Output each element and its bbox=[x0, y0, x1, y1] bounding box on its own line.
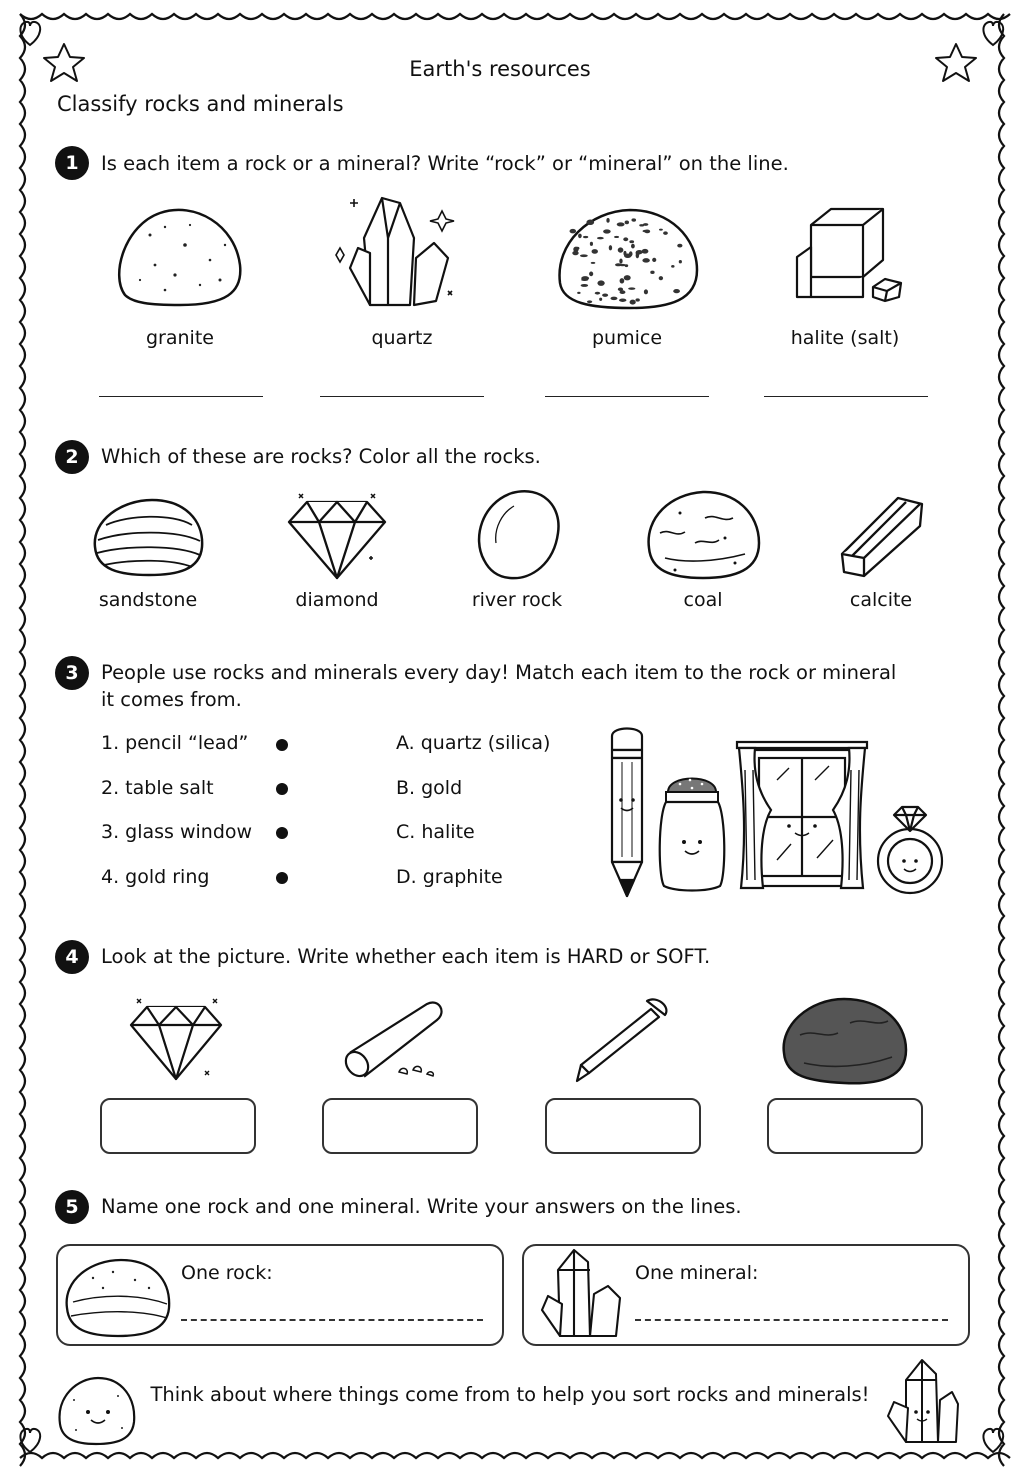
item-label-diamond: diamond bbox=[295, 589, 379, 611]
river-rock-icon[interactable] bbox=[472, 488, 564, 583]
question-1-prompt: Is each item a rock or a mineral? Write “rock” or “mineral” on the line. bbox=[101, 152, 789, 175]
pumice-pore bbox=[619, 298, 626, 301]
rock-answer-label: One rock: bbox=[181, 1262, 273, 1284]
question-number-2: 2 bbox=[55, 440, 89, 474]
question-3-prompt-line2: it comes from. bbox=[101, 688, 242, 711]
pumice-pore bbox=[570, 229, 577, 234]
pumice-pore bbox=[642, 249, 649, 254]
pumice-pore bbox=[677, 244, 682, 248]
match-right-gold[interactable]: B. gold bbox=[396, 777, 463, 799]
answer-box-nail[interactable] bbox=[545, 1098, 701, 1154]
pumice-pore bbox=[631, 218, 636, 221]
pumice-pore bbox=[625, 221, 629, 225]
ring-icon bbox=[874, 803, 946, 895]
match-left-pencil: 1. pencil “lead” bbox=[101, 732, 249, 754]
quartz-crystal-icon bbox=[330, 193, 460, 313]
item-label-river-rock: river rock bbox=[471, 589, 563, 611]
pumice-pore bbox=[628, 287, 635, 290]
match-right-halite[interactable]: C. halite bbox=[396, 821, 475, 843]
pumice-pore bbox=[597, 280, 604, 285]
pumice-pore bbox=[618, 247, 624, 252]
calcite-icon[interactable] bbox=[838, 492, 928, 580]
answer-line-granite[interactable] bbox=[99, 396, 263, 397]
item-label-halite: halite (salt) bbox=[790, 327, 900, 349]
pumice-pore bbox=[599, 298, 602, 301]
question-3-prompt-line1: People use rocks and minerals every day! Match each item to the rock or mineral bbox=[101, 661, 897, 684]
pumice-pore bbox=[581, 284, 588, 287]
pumice-pore bbox=[639, 224, 644, 226]
pumice-pore bbox=[643, 230, 649, 233]
salt-shaker-icon bbox=[656, 766, 728, 894]
pumice-pore bbox=[635, 298, 639, 301]
pumice-pore bbox=[587, 300, 592, 303]
pumice-pore bbox=[620, 278, 625, 283]
pumice-pore bbox=[624, 275, 631, 280]
match-right-quartz[interactable]: A. quartz (silica) bbox=[396, 732, 551, 754]
pumice-pore bbox=[617, 222, 625, 226]
pumice-pore bbox=[577, 292, 580, 294]
heart-icon bbox=[20, 22, 40, 45]
question-number-3: 3 bbox=[55, 656, 89, 690]
question-number-5: 5 bbox=[55, 1190, 89, 1224]
answer-line-pumice[interactable] bbox=[545, 396, 709, 397]
pumice-pore bbox=[623, 237, 628, 241]
answer-box-diamond[interactable] bbox=[100, 1098, 256, 1154]
pumice-pore bbox=[619, 264, 627, 266]
pumice-pore bbox=[578, 234, 582, 239]
pumice-pore bbox=[592, 249, 598, 254]
pumice-pore bbox=[659, 276, 663, 280]
question-4-prompt: Look at the picture. Write whether each item is HARD or SOFT. bbox=[101, 945, 711, 968]
granite-rock-icon bbox=[115, 205, 245, 310]
item-label-pumice: pumice bbox=[591, 327, 663, 349]
pumice-rock-icon bbox=[555, 208, 700, 310]
smiling-rock-icon bbox=[56, 1376, 138, 1446]
coal-icon[interactable] bbox=[645, 488, 763, 580]
match-dot[interactable] bbox=[276, 783, 288, 795]
rock-answer-line[interactable] bbox=[181, 1319, 483, 1321]
answer-line-halite[interactable] bbox=[764, 396, 928, 397]
pumice-pore bbox=[595, 292, 600, 295]
question-5-prompt: Name one rock and one mineral. Write your answers on the lines. bbox=[101, 1195, 742, 1218]
pumice-pore bbox=[631, 244, 635, 249]
halite-cube-icon bbox=[793, 205, 908, 305]
pumice-pore bbox=[581, 276, 589, 280]
item-label-sandstone: sandstone bbox=[98, 589, 198, 611]
pumice-pore bbox=[610, 297, 617, 300]
pumice-pore bbox=[609, 245, 612, 250]
pumice-pore bbox=[624, 253, 631, 258]
pumice-pore bbox=[590, 242, 593, 246]
nail-icon bbox=[573, 995, 673, 1085]
question-number-4: 4 bbox=[55, 940, 89, 974]
chalk-icon bbox=[343, 1000, 448, 1085]
match-left-ring: 4. gold ring bbox=[101, 866, 210, 888]
pumice-pore bbox=[573, 247, 578, 253]
pumice-pore bbox=[619, 258, 622, 263]
window-icon bbox=[737, 740, 867, 892]
pumice-pore bbox=[591, 262, 596, 264]
pumice-pore bbox=[679, 260, 682, 263]
pumice-pore bbox=[589, 272, 593, 277]
match-dot[interactable] bbox=[276, 739, 288, 751]
match-left-window: 3. glass window bbox=[101, 821, 253, 843]
pumice-pore bbox=[602, 293, 608, 296]
match-dot[interactable] bbox=[276, 872, 288, 884]
rock-icon bbox=[63, 1256, 173, 1338]
page-title: Earth's resources bbox=[409, 57, 591, 81]
item-label-granite: granite bbox=[146, 327, 214, 349]
match-right-graphite[interactable]: D. graphite bbox=[396, 866, 503, 888]
mineral-answer-line[interactable] bbox=[635, 1319, 948, 1321]
mineral-answer-label: One mineral: bbox=[635, 1262, 759, 1284]
match-left-salt: 2. table salt bbox=[101, 777, 214, 799]
pumice-pore bbox=[650, 271, 654, 274]
answer-box-coal[interactable] bbox=[767, 1098, 923, 1154]
pumice-pore bbox=[671, 265, 674, 268]
pumice-pore bbox=[588, 220, 591, 222]
pumice-pore bbox=[673, 289, 680, 293]
pumice-pore bbox=[606, 218, 609, 223]
answer-line-quartz[interactable] bbox=[320, 396, 484, 397]
pumice-pore bbox=[597, 237, 604, 239]
pumice-pore bbox=[642, 258, 650, 262]
pumice-pore bbox=[652, 258, 656, 262]
match-dot[interactable] bbox=[276, 827, 288, 839]
diamond-icon bbox=[125, 995, 227, 1087]
pumice-pore bbox=[620, 290, 626, 294]
pumice-pore bbox=[603, 229, 611, 233]
pumice-pore bbox=[644, 289, 648, 294]
pumice-pore bbox=[659, 229, 663, 231]
coal-lump-icon bbox=[780, 995, 910, 1087]
question-2-prompt: Which of these are rocks? Color all the rocks. bbox=[101, 445, 541, 468]
pencil-icon bbox=[606, 722, 648, 900]
pumice-pore bbox=[614, 236, 619, 238]
pumice-pore bbox=[629, 240, 634, 243]
item-label-calcite: calcite bbox=[849, 589, 913, 611]
pumice-pore bbox=[583, 236, 588, 238]
pumice-pore bbox=[663, 231, 668, 235]
footer-tip: Think about where things come from to help you sort rocks and minerals! bbox=[150, 1383, 870, 1406]
heart-icon bbox=[983, 22, 1003, 45]
diamond-icon[interactable] bbox=[285, 490, 390, 585]
heart-icon bbox=[983, 1429, 1003, 1452]
question-number-1: 1 bbox=[55, 146, 89, 180]
sandstone-icon[interactable] bbox=[92, 495, 207, 580]
pumice-pore bbox=[580, 254, 588, 257]
smiling-crystal-icon bbox=[880, 1356, 962, 1448]
pumice-pore bbox=[636, 253, 639, 259]
heart-icon bbox=[20, 1429, 40, 1452]
item-label-quartz: quartz bbox=[371, 327, 433, 349]
answer-box-chalk[interactable] bbox=[322, 1098, 478, 1154]
crystal-cluster-icon bbox=[536, 1248, 628, 1340]
item-label-coal: coal bbox=[683, 589, 723, 611]
pumice-pore bbox=[630, 300, 636, 305]
page-subtitle: Classify rocks and minerals bbox=[57, 92, 344, 116]
